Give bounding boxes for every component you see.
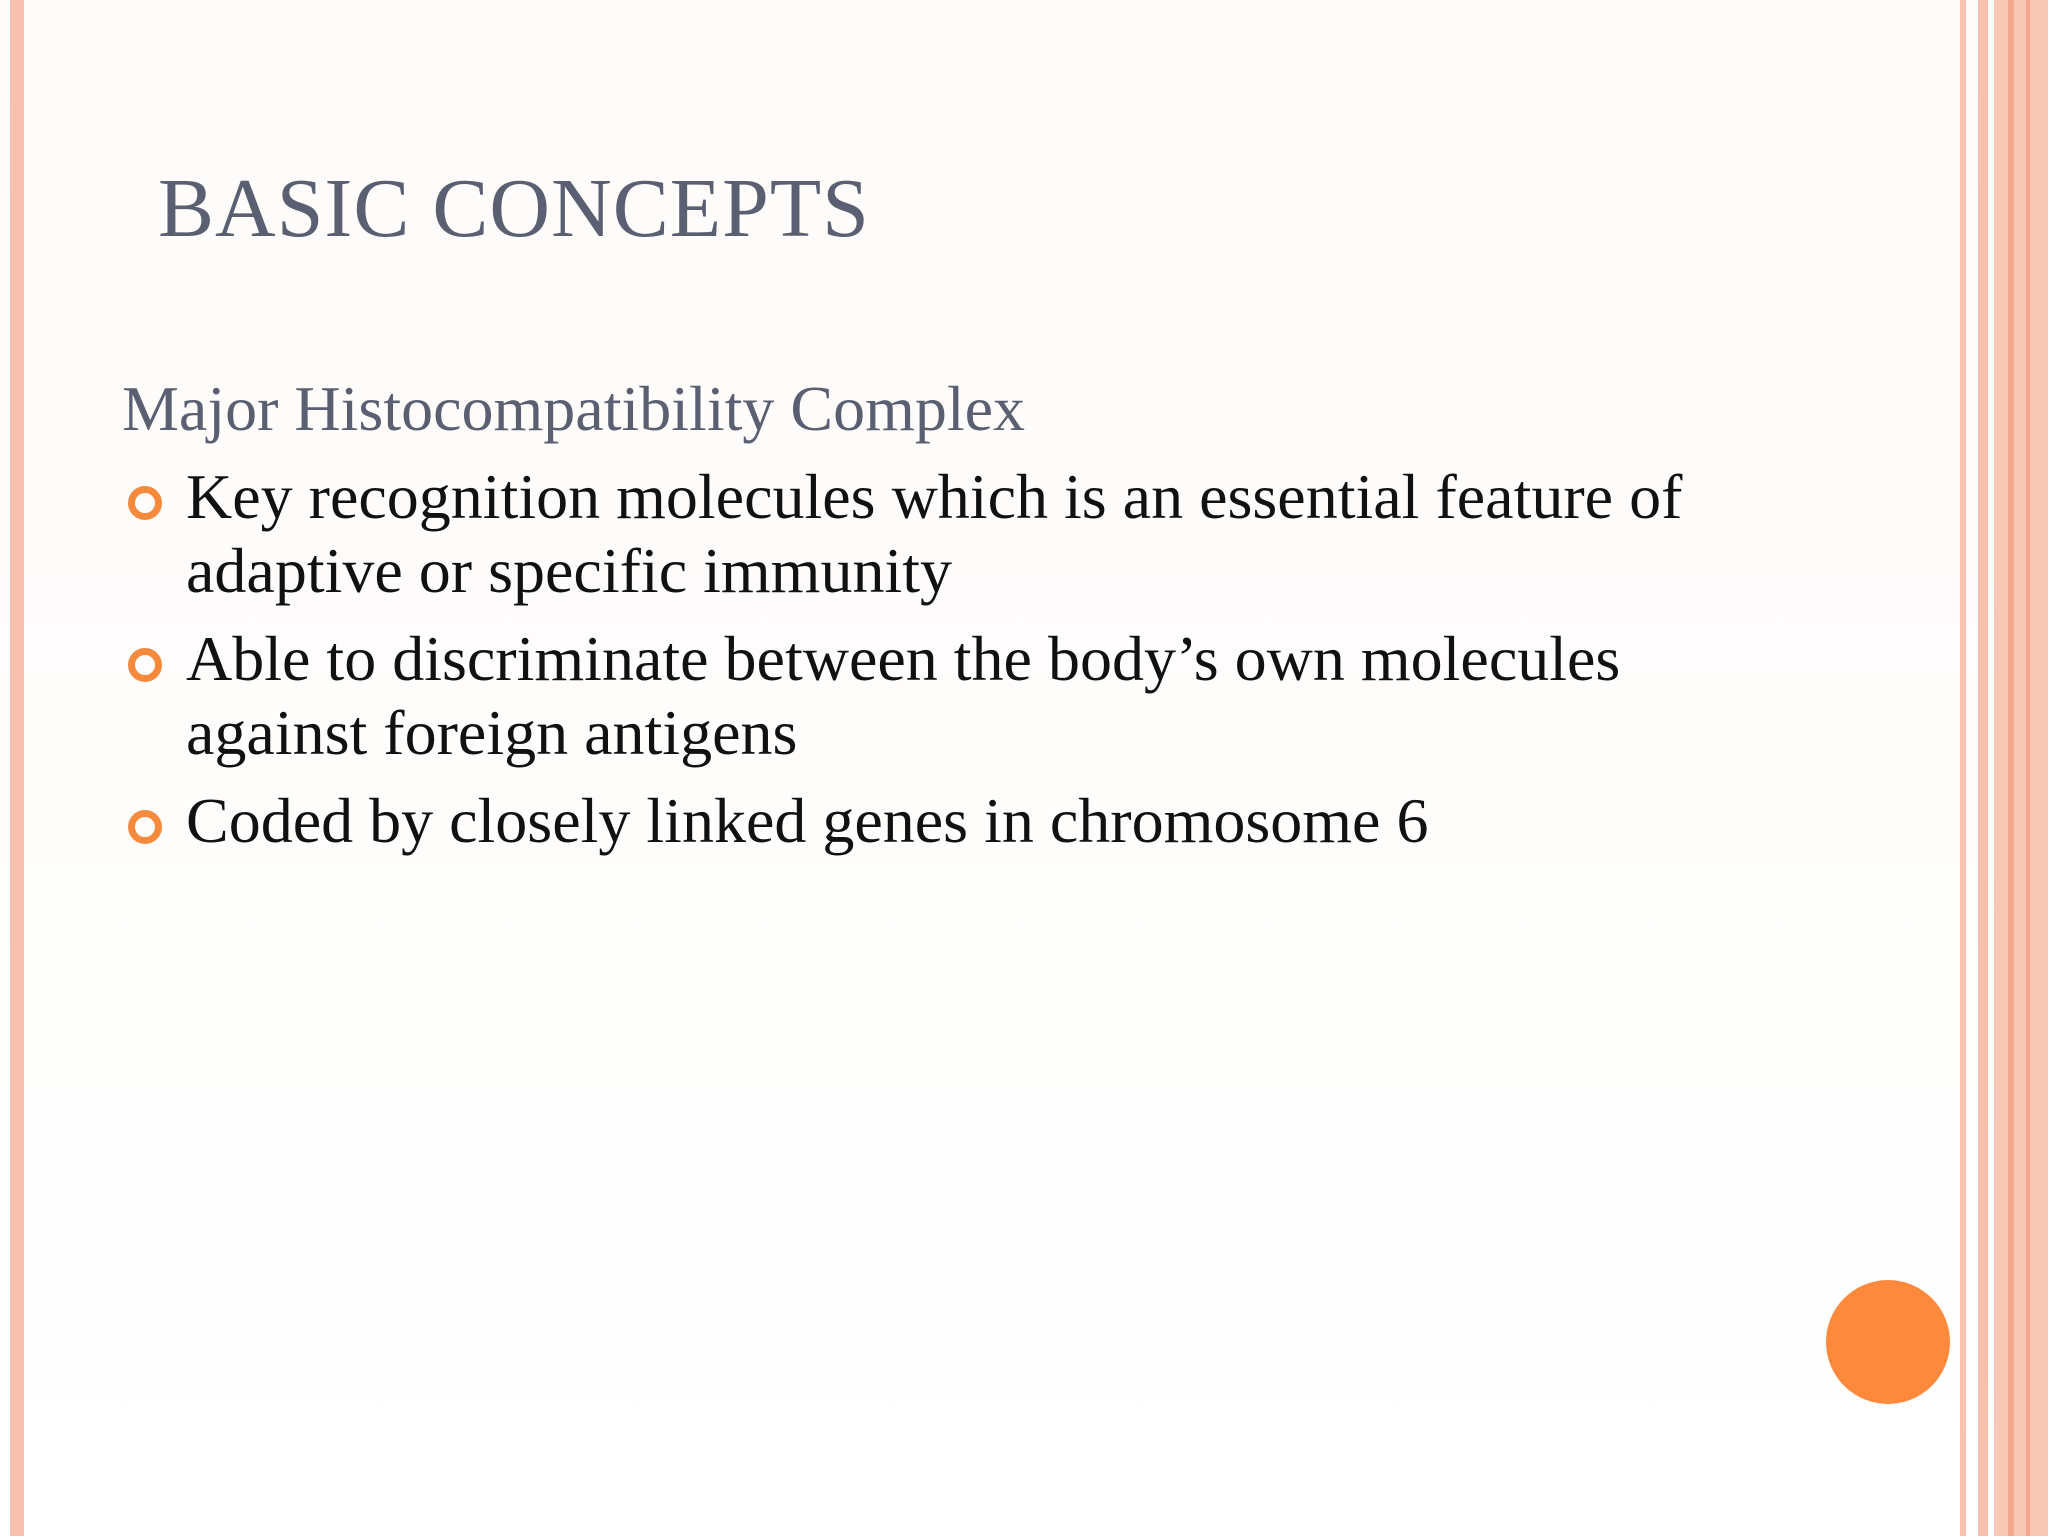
right-border-band [1994,0,2048,1536]
bullet-list [122,460,1782,872]
bullet-text: Key recognition molecules which is an essential feature of adaptive or specific immunity [186,461,1683,606]
circle-bullet-icon [128,486,162,520]
bullet-text: Able to discriminate between the body’s own molecules against foreign antigens [186,623,1621,768]
bullet-text: Coded by closely linked genes in chromosome 6 [186,785,1429,856]
orange-dot-decoration [1826,1280,1950,1404]
right-border-stripe-1 [1960,0,1966,1536]
bullet-item [122,784,1782,858]
circle-bullet-icon [128,810,162,844]
left-border-stripe [10,0,24,1536]
bullet-item [122,622,1782,770]
right-border-stripe-2 [1978,0,1988,1536]
circle-bullet-icon [128,648,162,682]
bullet-item [122,460,1782,608]
right-border-line-1 [2008,0,2014,1536]
slide-title: BASIC CONCEPTS [158,162,870,255]
slide-subtitle: Major Histocompatibility Complex [122,373,1026,444]
right-border-line-2 [2026,0,2030,1536]
